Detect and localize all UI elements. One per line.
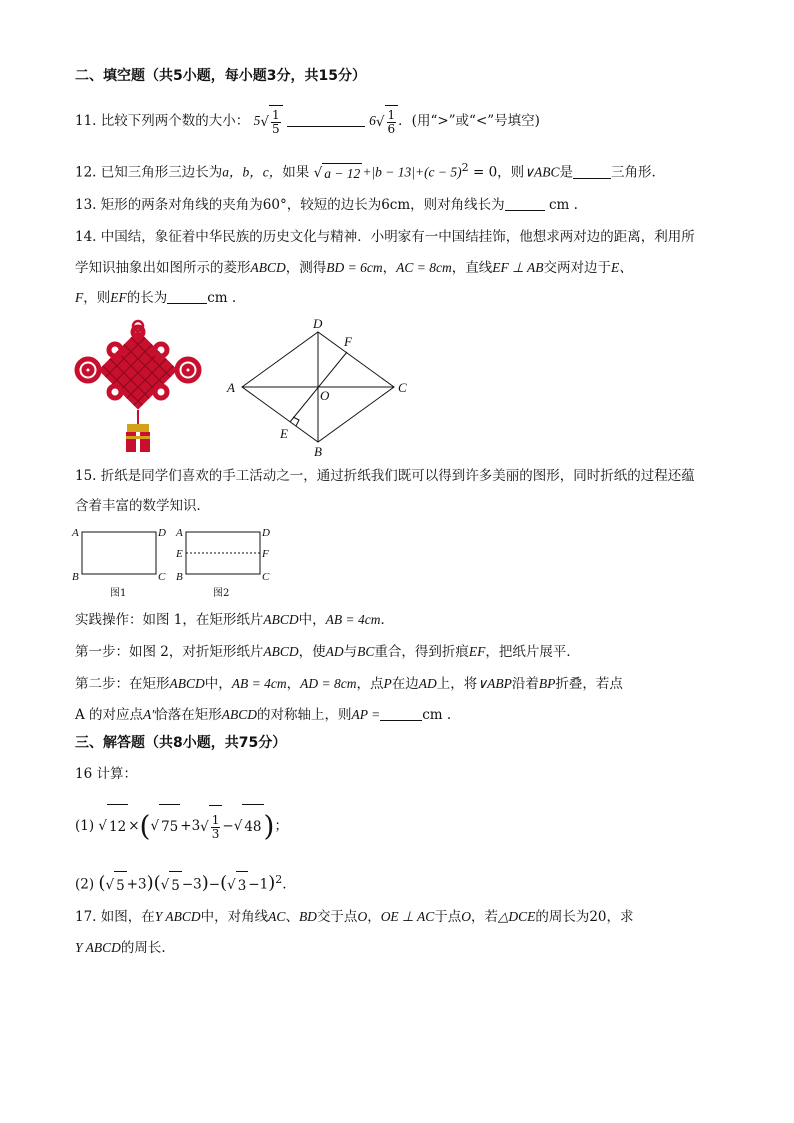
question-11 xyxy=(75,104,540,138)
q17-line1a: 如图，在 xyxy=(100,909,155,925)
q12-answer-blank[interactable] xyxy=(573,164,611,179)
q15-p2a: 第一步：如图 2，对折矩形纸片 xyxy=(75,644,264,660)
q17-line1n: △DCE xyxy=(497,909,536,924)
question-15-step2-cont xyxy=(75,705,451,725)
q16-p1-den: 3 xyxy=(211,826,220,841)
q16-p1-sqrt48: √ 48 xyxy=(234,804,264,849)
question-12 xyxy=(75,158,656,184)
label-a: A xyxy=(227,380,235,395)
q15-number: 15. xyxy=(75,468,97,484)
question-15-line2 xyxy=(75,496,210,516)
q14-line3d: 的长为 xyxy=(126,290,168,306)
q11-b-coef: 6 xyxy=(369,113,376,128)
q16-p2-exponent: 2 xyxy=(275,873,283,886)
question-17-line2 xyxy=(75,938,166,958)
q15-line1-text: 折纸是同学们喜欢的手工活动之一，通过折纸我们既可以得到许多美丽的图形，同时折纸的过程还蕴 xyxy=(100,468,695,484)
q17-line1l: O xyxy=(461,909,471,924)
q15-p1d: AB = 4cm xyxy=(325,612,381,627)
question-14-line2 xyxy=(75,258,633,278)
q17-line2a: Y ABCD xyxy=(75,940,121,955)
q12-expr1: a − 12 xyxy=(322,163,362,184)
question-17-line1 xyxy=(75,907,634,927)
q14-line2g: ，直线 xyxy=(451,260,493,276)
q15-p2f: BC xyxy=(357,644,375,659)
section-heading xyxy=(75,66,366,86)
q17-number: 17. xyxy=(75,909,97,925)
question-15-step1 xyxy=(75,642,580,662)
q16-p2-e: 3 xyxy=(236,871,249,900)
question-15-practice xyxy=(75,610,394,630)
q14-line2a: 学知识抽象出如图所示的菱形 xyxy=(75,260,251,276)
q15-p3i: 在边 xyxy=(391,676,419,692)
q11-a-sqrt: √ $\frac{1}{5}$ xyxy=(260,105,282,139)
q17-line1m: ，若 xyxy=(470,909,498,925)
q14-line3e: cm . xyxy=(207,290,237,306)
q15-p4g: cm . xyxy=(422,707,452,723)
q12-text3: 是 xyxy=(559,164,574,181)
q16-p2-d: −3 xyxy=(181,876,202,893)
fig2-label-d: D xyxy=(262,527,270,539)
q12-text4: 三角形. xyxy=(611,164,656,181)
q15-p3j: AD xyxy=(418,676,437,691)
q12-expr3: = 0，则 xyxy=(468,164,525,181)
knot-tassel xyxy=(126,410,150,452)
q11-b-sqrt: √ $\frac{1}{6}$ xyxy=(376,105,398,139)
q17-line1f: BD xyxy=(298,909,317,924)
q14-line3c: EF xyxy=(110,290,127,305)
q12-exponent: 2 xyxy=(461,161,469,174)
q12-text2: 如果 xyxy=(282,164,310,181)
q14-answer-blank[interactable] xyxy=(167,289,207,304)
q16-p2-sqrt5b: √ 5 xyxy=(161,871,182,900)
chinese-knot-image xyxy=(70,318,210,456)
question-14-line1 xyxy=(75,227,695,247)
q17-line1h: O xyxy=(357,909,368,924)
q15-p1a: 实践操作：如图 1，在矩形纸片 xyxy=(75,612,264,628)
q17-line2b: 的周长. xyxy=(120,940,166,956)
q15-p3l: ∨ABP xyxy=(477,676,512,691)
q16-p1-b: 75 xyxy=(159,804,180,849)
q16-p2-label: (2) xyxy=(75,876,95,893)
q15-p3k: 上，将 xyxy=(436,676,478,692)
q11-a-num: 1 xyxy=(271,107,280,122)
q16-p1-sqrt75: √ 75 xyxy=(150,804,180,849)
q14-line2b: ABCD xyxy=(250,260,286,275)
q15-line2-text: 含着丰富的数学知识． xyxy=(75,498,210,514)
q15-p4f: AP = xyxy=(351,707,381,722)
q15-p2g: 重合，得到折痕 xyxy=(374,644,469,660)
q14-line2f: AC = 8cm xyxy=(396,260,452,275)
label-f: F xyxy=(344,334,352,349)
fig1-label-a: A xyxy=(72,527,79,539)
q15-p4b: A′ xyxy=(143,707,155,722)
q16-p1-a: 12 xyxy=(107,804,128,849)
q15-p4a: A 的对应点 xyxy=(75,707,144,723)
q11-a-den: 5 xyxy=(271,121,280,136)
q16-text: 计算： xyxy=(96,766,137,782)
question-14-line3 xyxy=(75,288,236,308)
q15-p1e: ． xyxy=(380,612,394,628)
q14-line2d: BD = 6cm xyxy=(326,260,383,275)
q15-p3o: 折叠，若点 xyxy=(555,676,623,692)
q11-number: 11. xyxy=(75,113,97,129)
q17-line1d: AC xyxy=(268,909,286,924)
q15-p3a: 第二步：在矩形 xyxy=(75,676,170,692)
q15-p3b: ABCD xyxy=(169,676,205,691)
q14-number: 14. xyxy=(75,229,97,245)
q12-text1: 已知三角形三边长为 xyxy=(100,164,223,181)
q15-p2c: ，使 xyxy=(298,644,326,660)
q15-answer-blank[interactable] xyxy=(380,706,422,721)
q15-p3d: AB = 4cm xyxy=(231,676,287,691)
q15-p2b: ABCD xyxy=(263,644,299,659)
q15-p4e: 的对称轴上，则 xyxy=(257,707,352,723)
q15-p4c: 恰落在矩形 xyxy=(154,707,222,723)
label-e: E xyxy=(280,426,288,441)
q16-p2-sqrt3: √ 3 xyxy=(227,871,248,900)
q17-line1b: Y ABCD xyxy=(154,909,201,924)
q16-part2: (2) ( √ 5 +3)( √ 5 −3)−( √ 3 −1)$^2$. xyxy=(75,866,287,894)
section3-heading xyxy=(75,733,286,753)
fig2-label-e: E xyxy=(176,548,183,560)
q14-line2j: E、 xyxy=(610,260,633,275)
q12-triangle: ∨ABC xyxy=(524,164,560,180)
q11-text: 比较下列两个数的大小： xyxy=(100,113,250,129)
q15-p3h: P xyxy=(383,676,392,691)
fig1-label-c: C xyxy=(158,571,166,583)
fig2-label-a: A xyxy=(176,527,183,539)
q15-p3m: 沿着 xyxy=(511,676,539,692)
q17-line1c: 中，对角线 xyxy=(200,909,269,925)
section3-heading-text: 三、解答题（共8小题，共75分） xyxy=(75,735,287,751)
fig1-label-d: D xyxy=(158,527,166,539)
q17-line1e: 、 xyxy=(285,909,299,925)
q14-line2i: 交两对边于 xyxy=(543,260,611,276)
rhombus-figure xyxy=(222,316,422,458)
q15-p4d: ABCD xyxy=(221,707,257,722)
fig2-caption: 图2 xyxy=(213,588,230,599)
q11-b-den: 6 xyxy=(387,121,396,136)
fig1-caption: 图1 xyxy=(110,588,127,599)
q11-a-coef: 5 xyxy=(253,113,261,128)
q12-sqrt: √ a − 12 xyxy=(314,163,363,184)
label-d: D xyxy=(313,316,323,331)
q16-p1-num: 1 xyxy=(211,812,220,827)
q14-line1-text: 中国结，象征着中华民族的历史文化与精神．小明家有一中国结挂饰，他想求两对边的距离，利用所 xyxy=(100,229,695,245)
q15-p1b: ABCD xyxy=(263,612,299,627)
q15-p3e: ， xyxy=(286,676,301,692)
question-15-step2 xyxy=(75,674,623,694)
q15-p2h: EF xyxy=(468,644,486,659)
q16-p1-sqrt-frac: √ $\frac{1}{3}$ xyxy=(200,805,222,849)
question-15-line1 xyxy=(75,466,695,486)
q11-tail: ．(用“>”或“<”号填空) xyxy=(398,113,540,129)
q14-line3a: F xyxy=(75,290,84,305)
q14-line2e: ， xyxy=(382,260,397,276)
q11-b-num: 1 xyxy=(387,107,396,122)
q14-line3b: ，则 xyxy=(83,290,111,306)
section2-heading-text: 二、填空题（共5小题，每小题3分，共15分） xyxy=(75,68,366,84)
q16-p2-c: 5 xyxy=(169,871,182,900)
fig2-label-f: F xyxy=(262,548,269,560)
q13-answer-blank[interactable] xyxy=(505,196,545,211)
fig1-label-b: B xyxy=(72,571,79,583)
q15-p2d: AD xyxy=(325,644,344,659)
label-c: C xyxy=(398,380,407,395)
q15-p2i: ，把纸片展平． xyxy=(485,644,580,660)
q17-line1o: 的周长为20，求 xyxy=(535,909,634,925)
label-b: B xyxy=(314,444,322,458)
q14-line2c: ，测得 xyxy=(285,260,327,276)
q16-p1-sqrt12: √ 12 xyxy=(98,804,128,849)
q11-answer-blank[interactable] xyxy=(287,112,365,127)
q15-p3n: BP xyxy=(538,676,556,691)
q16-p1-label: (1) xyxy=(75,818,95,834)
q16-part1: (1) √ 12 ×( √ 75 +3 √ $\frac{1}{3}$ − √ 48 )； xyxy=(75,804,288,848)
q12-expr2: +|b − 13|+(c − 5) xyxy=(362,164,462,180)
q17-line1i: ， xyxy=(367,909,381,925)
q15-p3c: 中， xyxy=(204,676,232,692)
q12-vars: a，b，c， xyxy=(222,164,283,180)
q17-line1j: OE ⊥ AC xyxy=(380,909,435,924)
q15-p1c: 中， xyxy=(298,612,326,628)
q16-number: 16 xyxy=(75,766,93,782)
fig2-label-b: B xyxy=(176,571,183,583)
q16-p2-sqrt5a: √ 5 xyxy=(105,871,126,900)
question-16 xyxy=(75,764,137,784)
question-13 xyxy=(75,195,578,215)
q16-p2-a: 5 xyxy=(114,871,127,900)
q17-line1k: 于点 xyxy=(434,909,462,925)
q15-p3g: ，点 xyxy=(356,676,384,692)
q12-number: 12. xyxy=(75,164,97,181)
label-o: O xyxy=(320,388,330,403)
fig2-label-c: C xyxy=(262,571,270,583)
q15-p2e: 与 xyxy=(343,644,358,660)
folding-figures xyxy=(68,522,278,600)
q15-p3f: AD = 8cm xyxy=(300,676,357,691)
q17-line1g: 交于点 xyxy=(316,909,358,925)
fig1-rectangle xyxy=(82,532,156,574)
q13-text2: cm . xyxy=(548,197,578,213)
q16-p1-d: 48 xyxy=(242,804,263,849)
q14-line2h: EF ⊥ AB xyxy=(492,260,544,275)
q13-number: 13. xyxy=(75,197,97,213)
q13-text1: 矩形的两条对角线的夹角为60°，较短的边长为6cm，则对角线长为 xyxy=(100,197,505,213)
q16-p1-c: +3 xyxy=(180,818,201,834)
q16-p2-b: +3 xyxy=(126,876,147,893)
q16-p2-f: −1 xyxy=(248,876,269,893)
